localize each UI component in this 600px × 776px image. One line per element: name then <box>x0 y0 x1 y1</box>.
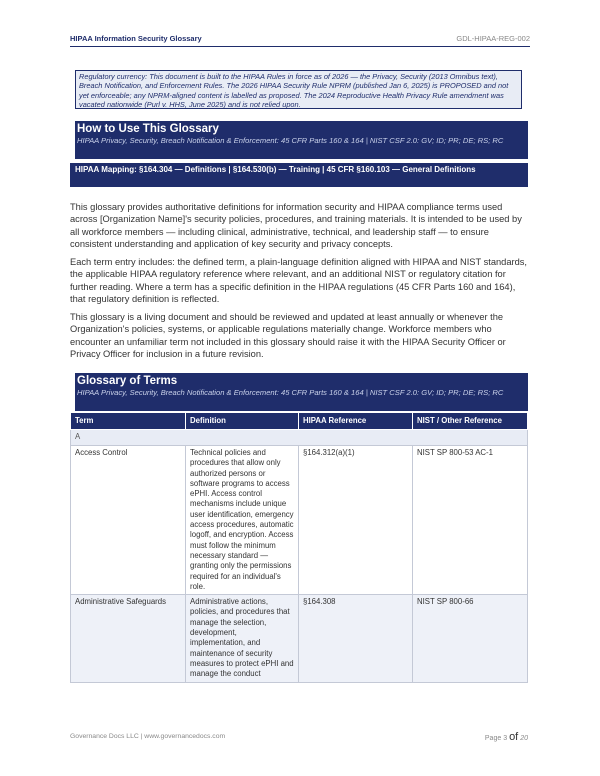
column-header-nist: NIST / Other Reference <box>413 413 528 430</box>
section-title: How to Use This Glossary <box>77 123 219 135</box>
regulatory-notice: Regulatory currency: This document is built to the HIPAA Rules in force as of 2026 — the Privacy, Security (2013 Omnibus text), Breach Notification, and Enforcement Rules. The 2026 HIPAA Security Rule NPRM (published Jan 6, 2025) is PROPOSED and not yet enforceable; any NPRM-aligned content is labelled as proposed. The 2024 Reproductive Health Privacy Rule amendment was vacated nationwide (Purl v. HHS, June 2025) and is not relied upon. <box>75 70 522 109</box>
maintenance-paragraph: This glossary is a living document and should be reviewed and updated at least annually or whenever the Organization's policies, systems, or applicable regulations materially change. Workforce members who encounter an unfamiliar term not included in this glossary should raise it with the HIPAA Security Officer or Privacy Officer for inclusion in a future revision. <box>70 312 506 360</box>
term-cell: Administrative Safeguards <box>71 595 186 682</box>
section-banner-glossary <box>75 373 528 411</box>
current-page: 3 <box>503 735 508 742</box>
letter-divider-row <box>71 430 528 446</box>
page-number <box>485 731 528 743</box>
term-cell: Access Control <box>71 446 186 595</box>
nist-reference-cell: NIST SP 800-53 AC-1 <box>413 446 528 595</box>
table-row <box>71 595 528 682</box>
hipaa-reference-cell: §164.308 <box>299 595 413 682</box>
table-row <box>71 446 528 595</box>
document-code: GDL-HIPAA-REG-002 <box>456 34 530 43</box>
table-header-row <box>71 413 528 430</box>
section-banner-how-to-use <box>75 121 528 159</box>
section-subtitle: HIPAA Privacy, Security, Breach Notification & Enforcement: 45 CFR Parts 160 & 164 | NIST CSF 2.0: GV; ID; PR; DE; RS; RC <box>77 388 504 397</box>
column-header-hipaa: HIPAA Reference <box>299 413 413 430</box>
column-header-term: Term <box>71 413 186 430</box>
section-title: Glossary of Terms <box>77 375 178 387</box>
definition-cell: Administrative actions, policies, and procedures that manage the selection, development, implementation, and maintenance of security measures to protect ePHI and manage the conduct <box>186 595 299 682</box>
hipaa-reference-cell: §164.312(a)(1) <box>299 446 413 595</box>
nist-reference-cell: NIST SP 800-66 <box>413 595 528 682</box>
footer-company: Governance Docs LLC | www.governancedocs.com <box>70 733 226 740</box>
definition-cell: Technical policies and procedures that allow only authorized persons or software programs to access ePHI. Access control mechanisms include unique user identification, emergency access procedures, automatic logoff, and encryption. Access must follow the minimum necessary standard — granting only the permissions required for an individual's role. <box>186 446 299 595</box>
intro-paragraph: This glossary provides authoritative definitions for information security and HIPAA compliance terms used across [Organization Name]'s security policies, procedures, and training materials. It is intended to be used by all workforce members — including clinical, administrative, technical, and leadership staff — to ensure consistent understanding and application of key security and privacy concepts. <box>70 202 522 250</box>
letter-divider: A <box>71 430 528 446</box>
glossary-table <box>70 413 528 683</box>
total-pages: 20 <box>520 735 528 742</box>
section-subtitle: HIPAA Privacy, Security, Breach Notification & Enforcement: 45 CFR Parts 160 & 164 | NIST CSF 2.0: GV; ID; PR; DE; RS; RC <box>77 136 504 145</box>
hipaa-mapping-bar: HIPAA Mapping: §164.304 — Definitions | §164.530(b) — Training | 45 CFR §160.103 — General Definitions <box>70 163 528 187</box>
of-label: of <box>509 731 519 743</box>
page-label: Page <box>484 735 502 742</box>
entry-structure-paragraph: Each term entry includes: the defined term, a plain-language definition aligned with HIPAA and NIST standards, the applicable HIPAA regulatory reference where relevant, and an additional NIST or regulatory citation for further reading. Where a term has a specific definition in the HIPAA regulations (45 CFR Parts 160 and 164), that regulatory definition is reflected. <box>70 257 528 305</box>
document-title: HIPAA Information Security Glossary <box>70 34 202 43</box>
column-header-definition: Definition <box>186 413 299 430</box>
page-header <box>70 34 530 47</box>
